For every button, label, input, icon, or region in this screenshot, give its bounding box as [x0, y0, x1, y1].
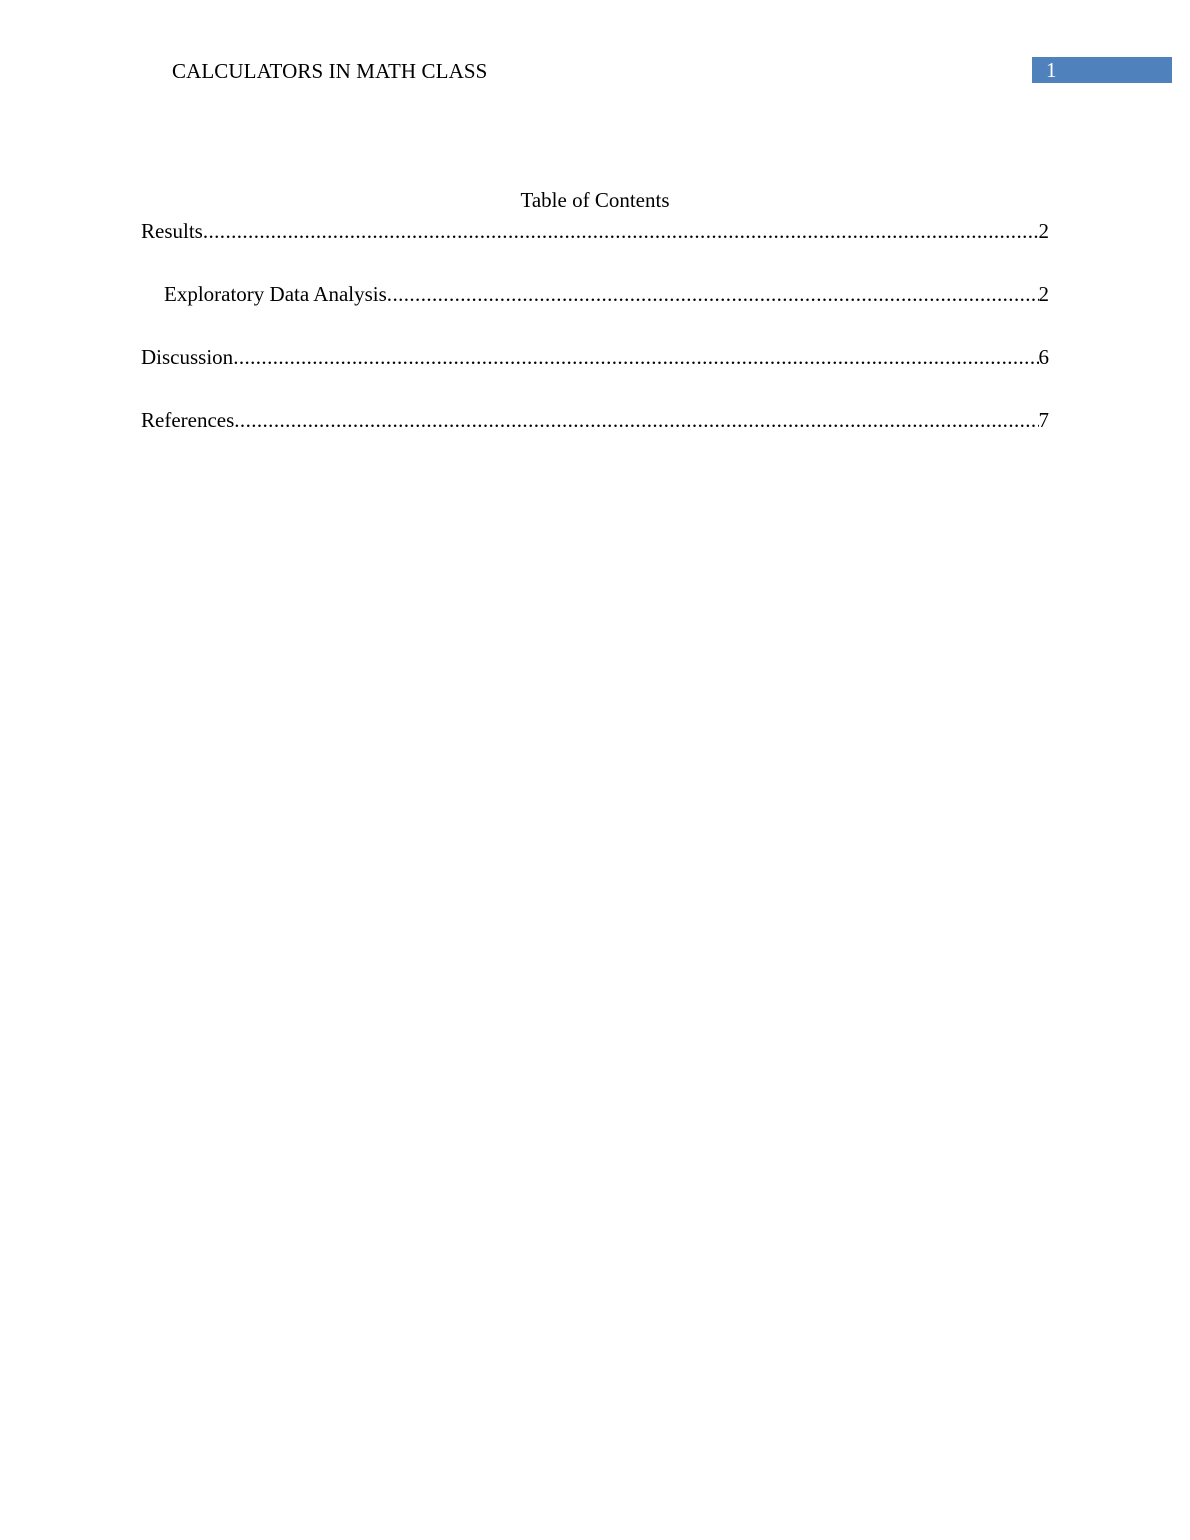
toc-entry-discussion[interactable] — [141, 344, 1049, 370]
toc-entry-references[interactable] — [141, 407, 1049, 433]
toc-entry-label: Exploratory Data Analysis — [164, 282, 387, 306]
toc-dot-leader — [234, 407, 1038, 433]
toc-entry-label: Discussion — [141, 345, 234, 369]
running-head: CALCULATORS IN MATH CLASS — [172, 59, 488, 83]
toc-dot-leader — [233, 344, 1038, 370]
toc-dot-leader — [203, 218, 1039, 244]
toc-entry-label: Results — [141, 219, 203, 243]
toc-title: Table of Contents — [520, 188, 670, 212]
page-number: 1 — [1032, 57, 1172, 83]
toc-entry-page: 7 — [1038, 408, 1049, 432]
toc-entry-page: 6 — [1038, 345, 1049, 369]
toc-entry-page: 2 — [1038, 282, 1049, 306]
toc-dot-leader — [387, 281, 1039, 307]
toc-entry-results[interactable] — [141, 218, 1049, 244]
toc-entry-label: References — [141, 408, 235, 432]
toc-entry-page: 2 — [1038, 219, 1049, 243]
toc-entry-exploratory-data-analysis[interactable] — [164, 281, 1049, 307]
